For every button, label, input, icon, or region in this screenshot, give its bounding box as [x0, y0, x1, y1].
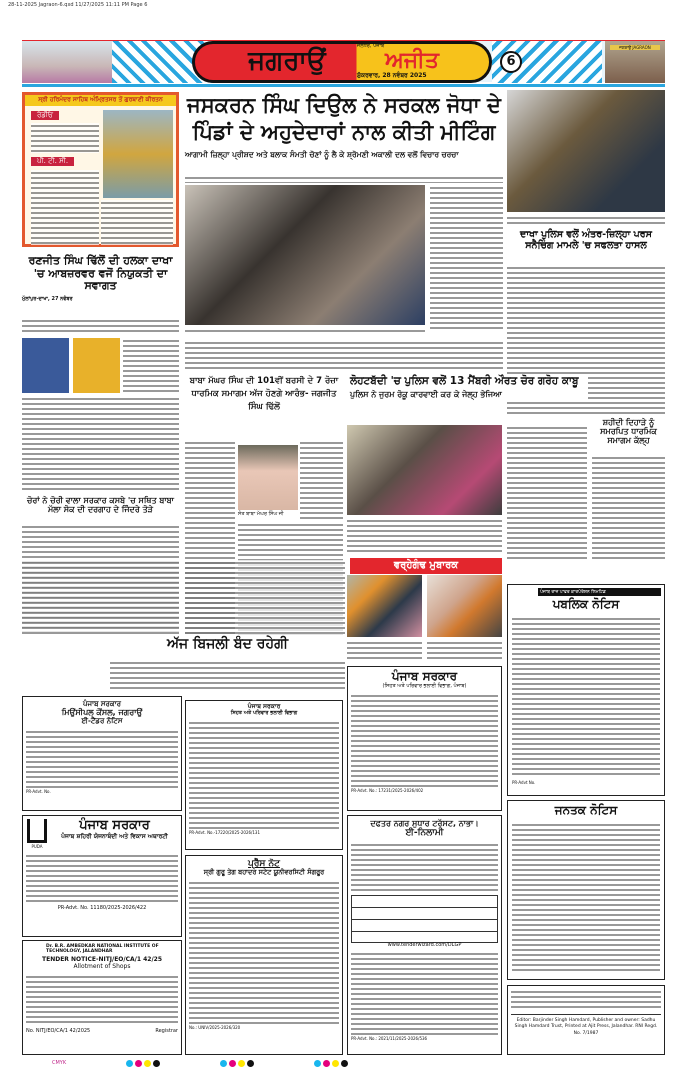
shaheedi-headline: ਸ਼ਹੀਦੀ ਦਿਹਾੜੇ ਨੂੰ ਸਮਰਪਿਤ ਧਾਰਮਿਕ ਸਮਾਗਮ ਕੱਲ੍ਹ	[592, 418, 665, 446]
puda-ad	[22, 815, 182, 937]
puda-ad-ref: PR-Advt. No. 11180/2025-2026/422	[57, 905, 147, 911]
left-headline: ਰਣਜੀਤ ਸਿੰਘ ਢਿੱਲੋਂ ਦੀ ਹਲਕਾ ਦਾਖਾ 'ਚ ਆਬਜ਼ਰਵਰ ਵਜੋਂ ਨਿਯੁਕਤੀ ਦਾ ਸਵਾਗਤ	[28, 254, 173, 293]
page-number: 6	[500, 51, 522, 73]
improvement-trust-ad	[347, 815, 502, 1055]
main-headline: ਜਸਕਰਨ ਸਿੰਘ ਦਿਉਲ ਨੇ ਸਰਕਲ ਜੋਧਾ ਦੇ ਪਿੰਡਾਂ ਦੇ ਅਹੁਦੇਦਾਰਾਂ ਨਾਲ ਕੀਤੀ ਮੀਟਿੰਗ	[187, 93, 501, 145]
baba-headline: ਬਾਬਾ ਮੱਘਰ ਸਿੰਘ ਦੀ 101ਵੀਂ ਬਰਸੀ ਦੇ 7 ਰੋਜ਼ਾ ਧਾਰਮਿਕ ਸਮਾਗਮ ਅੱਜ ਹੋਣਗੇ ਆਰੰਭ- ਜਗਜੀਤ ਸਿੰਘ ਢਿੱਲੋਂ	[185, 375, 343, 413]
health-ad	[185, 700, 343, 850]
left-dateline: ਮੁੱਲਾਂਪੁਰ-ਦਾਖਾ, 27 ਨਵੰਬਰ	[22, 295, 73, 302]
cmyk-label: CMYK	[52, 1060, 67, 1066]
power-cut-headline: ਅੱਜ ਬਿਜਲੀ ਬੰਦ ਰਹੇਗੀ	[166, 636, 289, 652]
nit-ad-number: No. NITJ/EO/CA/1 42/2025	[26, 1027, 91, 1034]
punjab-sarkar-title: ਪੰਜਾਬ ਸਰਕਾਰ	[391, 669, 458, 683]
anniversary-photo-2	[427, 575, 502, 637]
public-notice-ref: PR-Advt No.	[512, 779, 536, 785]
nit-tender-notice: TENDER NOTICE-NITJ/EO/CA/1 42/25	[42, 956, 162, 963]
trust-ad-ref: PR-Advt. No.: 2021/11/2025-2026/536	[351, 1036, 428, 1042]
left-headline-2: ਚੋਰਾਂ ਨੇ ਚੋਰੀ ਵਾਲਾ ਸਰਕਾਰ ਕਸਬੇ 'ਚ ਸਥਿਤ ਬਾਬਾ ਮੱਲਾ ਸੋਕ ਦੀ ਦਰਗਾਹ ਦੇ ਜਿੰਦਰੇ ਤੋੜੇ	[27, 496, 174, 515]
nit-ad-registrar: Registrar	[155, 1027, 178, 1034]
press-note-title: ਪ੍ਰੈੱਸ ਨੋਟ	[248, 859, 280, 869]
masthead-title-stack	[357, 43, 477, 79]
puda-logo-icon	[27, 819, 47, 843]
press-note-ad	[185, 855, 343, 1055]
golden-temple-photo	[103, 110, 173, 198]
trust-ad-sub: ਈ-ਨਿਲਾਮੀ	[405, 828, 444, 839]
janatak-notice-title: ਜਨਤਕ ਨੋਟਿਸ	[554, 803, 618, 817]
puda-ad-sub: ਪੰਜਾਬ ਸ਼ਹਿਰੀ ਯੋਜਨਾਬੰਦੀ ਅਤੇ ਵਿਕਾਸ ਅਥਾਰਟੀ	[61, 832, 168, 840]
health-ad-title: ਪੰਜਾਬ ਸਰਕਾਰ	[247, 703, 281, 710]
mc-ad-ref: PR-Advt. No.	[26, 789, 51, 795]
public-notice-title: ਪਬਲਿਕ ਨੋਟਿਸ	[552, 597, 620, 611]
pspcl-header: ਪੰਜਾਬ ਰਾਜ ਪਾਵਰ ਕਾਰਪੋਰੇਸ਼ਨ ਲਿਮਟਿਡ	[538, 588, 661, 596]
baba-photo	[238, 445, 298, 510]
nit-allotment: Allotment of Shops	[73, 962, 131, 970]
gurbani-box	[22, 92, 179, 247]
trust-ad-title: ਦਫਤਰ ਨਗਰ ਸੁਧਾਰ ਟਰੱਸਟ, ਨਾਭਾ।	[370, 819, 479, 828]
puda-logo-text: PUDA	[31, 844, 43, 849]
baba-photo-caption: ਸੰਤ ਬਾਬਾ ਮੱਘਰ ਸਿੰਘ ਜੀ	[238, 511, 284, 517]
punjab-sarkar-ref: PR-Advt. No.: 17231/2025-2026/402	[351, 787, 424, 793]
right-headline: ਦਾਖਾ ਪੁਲਿਸ ਵਲੋਂ ਅੰਤਰ-ਜ਼ਿਲ੍ਹਾ ਪਰਸ ਸਨੈਚਿੰਗ ਮਾਮਲੇ 'ਚ ਸਫਲਤਾ ਹਾਸਲ	[507, 230, 665, 252]
masthead-date: ਸ਼ੁੱਕਰਵਾਰ, 28 ਨਵੰਬਰ 2025	[357, 72, 427, 79]
masthead	[22, 40, 665, 82]
left-story-head	[22, 255, 179, 302]
police-subhead: ਪੁਲਿਸ ਨੇ ਜੁਰਮ ਰੋਕੂ ਕਾਰਵਾਈ ਕਰ ਕੇ ਜੇਲ੍ਹ ਭੇਜਿਆ	[350, 390, 502, 400]
masthead-paper-name: ਅਜੀਤ	[385, 48, 439, 73]
punjab-sarkar-sub: (ਸਿਹਤ ਅਤੇ ਪਰਿਵਾਰ ਭਲਾਈ ਵਿਭਾਗ, ਪੰਜਾਬ)	[382, 682, 467, 689]
main-story-head	[185, 92, 503, 160]
trust-ad-site: www.tenderwizard.com/DLGP	[387, 941, 462, 948]
arrested-women-photo	[347, 425, 502, 515]
main-meeting-photo	[185, 185, 425, 325]
police-headline: ਲੋਹਟਬੱਦੀ 'ਚ ਪੁਲਿਸ ਵਲੋਂ 13 ਮੈਂਬਰੀ ਔਰਤ ਚੋਰ ਗਰੋਹ ਕਾਬੂ	[350, 375, 579, 387]
left-story-photo	[22, 338, 120, 393]
anniversary-photo-1	[347, 575, 422, 637]
print-color-bar	[22, 1058, 665, 1068]
police-story-head	[350, 375, 588, 400]
police-photo	[507, 90, 665, 212]
mc-ad-notice: ਈ-ਟੈਂਡਰ ਨੋਟਿਸ	[81, 717, 123, 726]
mc-tender-ad	[22, 696, 182, 811]
puda-ad-title: ਪੰਜਾਬ ਸਰਕਾਰ	[79, 818, 150, 833]
imprint-box	[507, 985, 665, 1055]
imprint: Editor: Barjinder Singh Hamdard, Publisher and owner: Sadhu Singh Hamdard Trust, Printed at Ajit Press, Jalandhar. RNI Regd. No. 7/1987	[514, 1018, 658, 1036]
punjab-sarkar-ad	[347, 666, 502, 811]
station-sign: ਜਗਰਾਉਂ JAGRAON	[610, 45, 660, 50]
mc-ad-title: ਪੰਜਾਬ ਸਰਕਾਰ	[82, 700, 121, 708]
masthead-underline	[22, 84, 665, 87]
health-ad-dept: ਸਿਹਤ ਅਤੇ ਪਰਿਵਾਰ ਭਲਾਈ ਵਿਭਾਗ	[230, 709, 298, 716]
masthead-temple-photo	[22, 41, 112, 83]
mc-ad-council: ਮਿਉਂਸੀਪਲ ਕੌਂਸਲ, ਜਗਰਾਉਂ	[61, 708, 143, 718]
print-slug: 28-11-2025 Jagraon-6.qxd 11/27/2025 11:11 PM Page 6	[8, 2, 148, 8]
press-note-org: ਸ੍ਰੀ ਗੁਰੂ ਤੇਗ ਬਹਾਦਰ ਸਟੇਟ ਯੂਨੀਵਰਸਿਟੀ ਸੰਗਰੂਰ	[203, 868, 325, 877]
masthead-place: ਜਲੰਧਰ, ਪੰਜਾਬ	[357, 43, 385, 49]
nit-tender-ad	[22, 940, 182, 1055]
public-notice	[507, 584, 665, 796]
anniversary-banner: ਵਰ੍ਹੇਗੰਢ ਮੁਬਾਰਕ	[350, 558, 502, 574]
tag-ptc: ਪੀ. ਟੀ. ਸੀ.	[31, 157, 74, 166]
health-ad-ref: PR-Advt. No.-17220/2025-2026/131	[189, 829, 261, 835]
main-subhead: ਆਗਾਮੀ ਜ਼ਿਲ੍ਹਾ ਪ੍ਰੀਸ਼ਦ ਅਤੇ ਬਲਾਕ ਸੰਮਤੀ ਚੋਣਾਂ ਨੂੰ ਲੈ ਕੇ ਸ਼੍ਰੋਮਣੀ ਅਕਾਲੀ ਦਲ ਵਲੋਂ ਵਿਚਾਰ ਚਰਚਾ	[185, 149, 459, 159]
nit-ad-title: Dr. B.R. AMBEDKAR NATIONAL INSTITUTE OF TECHNOLOGY, JALANDHAR	[46, 944, 159, 954]
press-note-ref: No.: UNIV/2025-2026/320	[189, 1024, 241, 1030]
masthead-section-title: ਜਗਰਾਉਂ	[248, 46, 326, 76]
janatak-notice	[507, 800, 665, 980]
tag-radio: ਰੇਡੀਓ	[31, 111, 59, 120]
gurbani-box-title: ਸ੍ਰੀ ਹਰਿਮੰਦਰ ਸਾਹਿਬ ਅੰਮ੍ਰਿਤਸਰ ਤੋਂ ਗੁਰਬਾਣੀ ਕੀਰਤਨ	[25, 95, 176, 106]
